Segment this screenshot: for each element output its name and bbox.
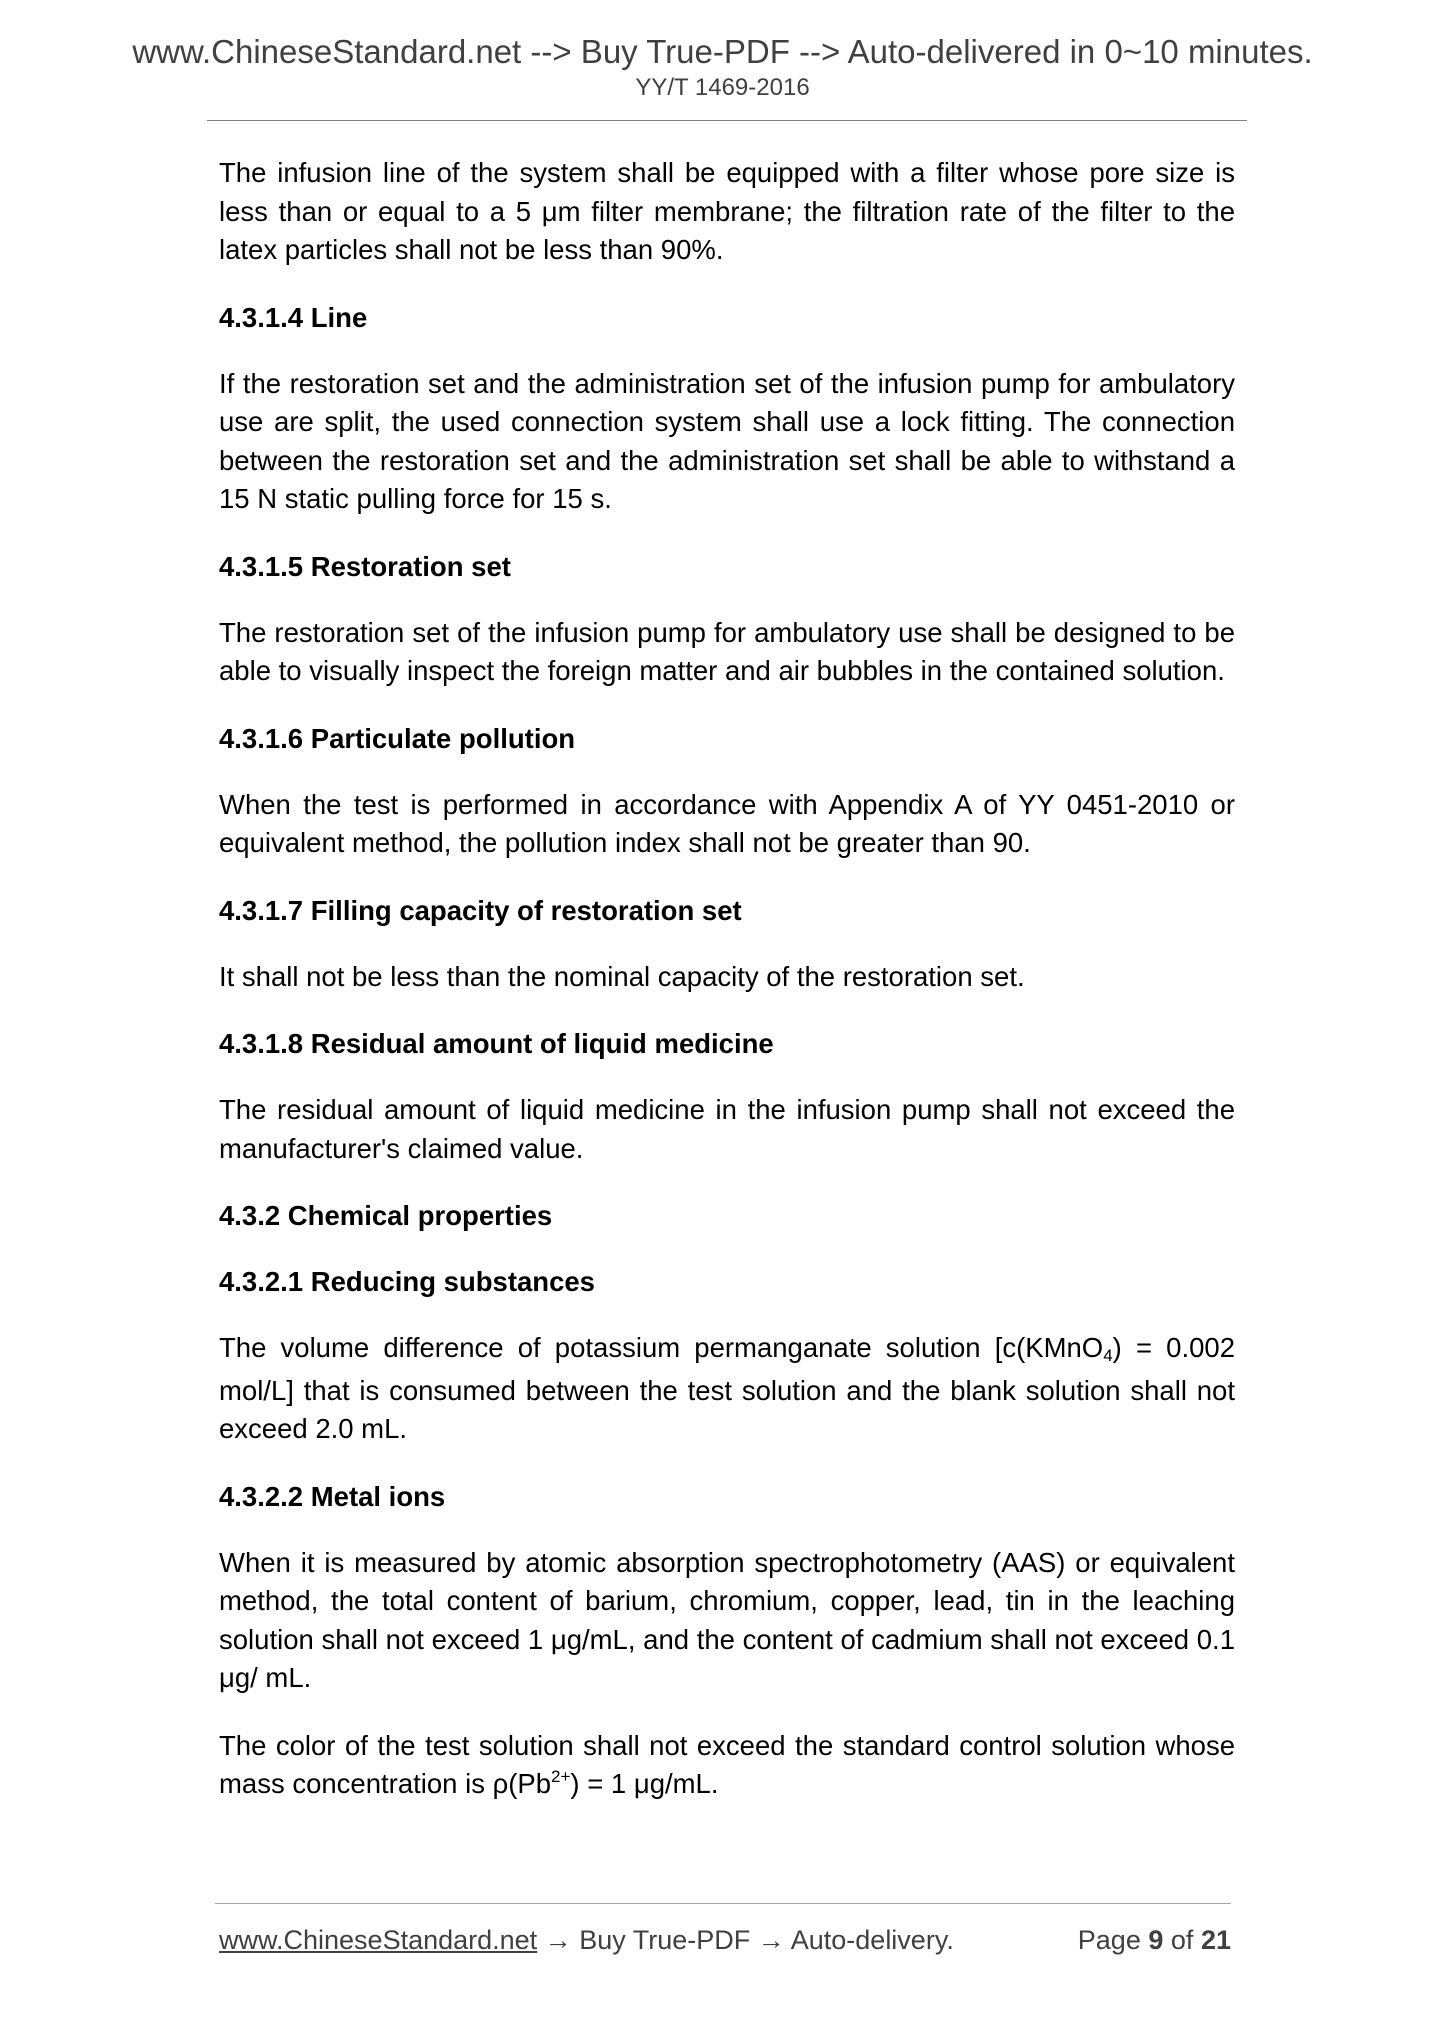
page-number [1078,1922,1231,1958]
heading-4-3-1-8: 4.3.1.8 Residual amount of liquid medicine [219,1028,774,1059]
footer-left [219,1922,954,1958]
paragraph-color-part-b: ) = 1 μg/mL. [570,1768,719,1799]
paragraph-color-part-a: The color of the test solution shall not exceed the standard control solution whose mass concentration is ρ(Pb [219,1729,1235,1799]
paragraph-4-3-2-2: When it is measured by atomic absorption spectrophotometry (AAS) or equivalent method, the total content of barium, chromium, copper, lead, tin in the leaching solution shall not exceed 1 μg/mL, and the content of cadmium shall not exceed 0.1 μg/ mL. [219,1546,1235,1693]
total-pages: 21 [1200,1925,1231,1955]
footer-site-link[interactable]: www.ChineseStandard.net [219,1925,538,1955]
page-word: Page [1077,1925,1141,1955]
page-content [219,154,1235,1837]
superscript-2plus: 2+ [551,1767,571,1786]
document-code: YY/T 1469-2016 [635,74,810,101]
paragraph-4-3-1-4: If the restoration set and the administration set of the infusion pump for ambulatory use are split, the used connection system shall use a lock fitting. The connection between the restoration set and the administration set shall be able to withstand a 15 N static pulling force for 15 s. [219,367,1235,514]
heading-4-3-2: 4.3.2 Chemical properties [219,1200,553,1231]
paragraph-4-3-2-1-part-a: The volume difference of potassium permanganate solution [c(KMnO [219,1332,1104,1363]
footer-divider [215,1903,1231,1904]
footer-tagline: → Buy True-PDF → Auto-delivery. [537,1925,954,1955]
paragraph-4-3-2-1 [219,1329,1235,1449]
heading-4-3-1-6: 4.3.1.6 Particulate pollution [219,722,576,754]
heading-4-3-1-7: 4.3.1.7 Filling capacity of restoration set [219,894,742,926]
current-page: 9 [1148,1925,1164,1955]
header-banner: www.ChineseStandard.net --> Buy True-PDF --> Auto-delivered in 0~10 minutes. [132,33,1313,70]
heading-4-3-1-4: 4.3.1.4 Line [219,301,368,333]
paragraph-filter: The infusion line of the system shall be equipped with a filter whose pore size is less than or equal to a 5 μm filter membrane; the filtration rate of the filter to the latex particles shall not be less than 90%. [219,157,1235,265]
header-divider [207,120,1247,121]
paragraph-color [219,1727,1235,1808]
heading-4-3-2-2: 4.3.2.2 Metal ions [219,1480,446,1512]
paragraph-4-3-1-6: When the test is performed in accordance with Appendix A of YY 0451-2010 or equivalent method, the pollution index shall not be greater than 90. [219,788,1235,858]
of-word: of [1170,1925,1194,1955]
paragraph-4-3-1-8: The residual amount of liquid medicine in the infusion pump shall not exceed the manufacturer's claimed value. [219,1094,1235,1164]
heading-4-3-2-1: 4.3.2.1 Reducing substances [219,1266,595,1297]
subscript-4: 4 [1103,1346,1113,1365]
paragraph-4-3-2-1-part-b: ) = 0.002 mol/L] that is consumed between the test solution and the blank solution shall not exceed 2.0 mL. [219,1332,1235,1444]
paragraph-4-3-1-5: The restoration set of the infusion pump for ambulatory use shall be designed to be able to visually inspect the foreign matter and air bubbles in the contained solution. [219,616,1235,686]
paragraph-4-3-1-7: It shall not be less than the nominal capacity of the restoration set. [219,960,1025,992]
heading-4-3-1-5: 4.3.1.5 Restoration set [219,550,511,582]
